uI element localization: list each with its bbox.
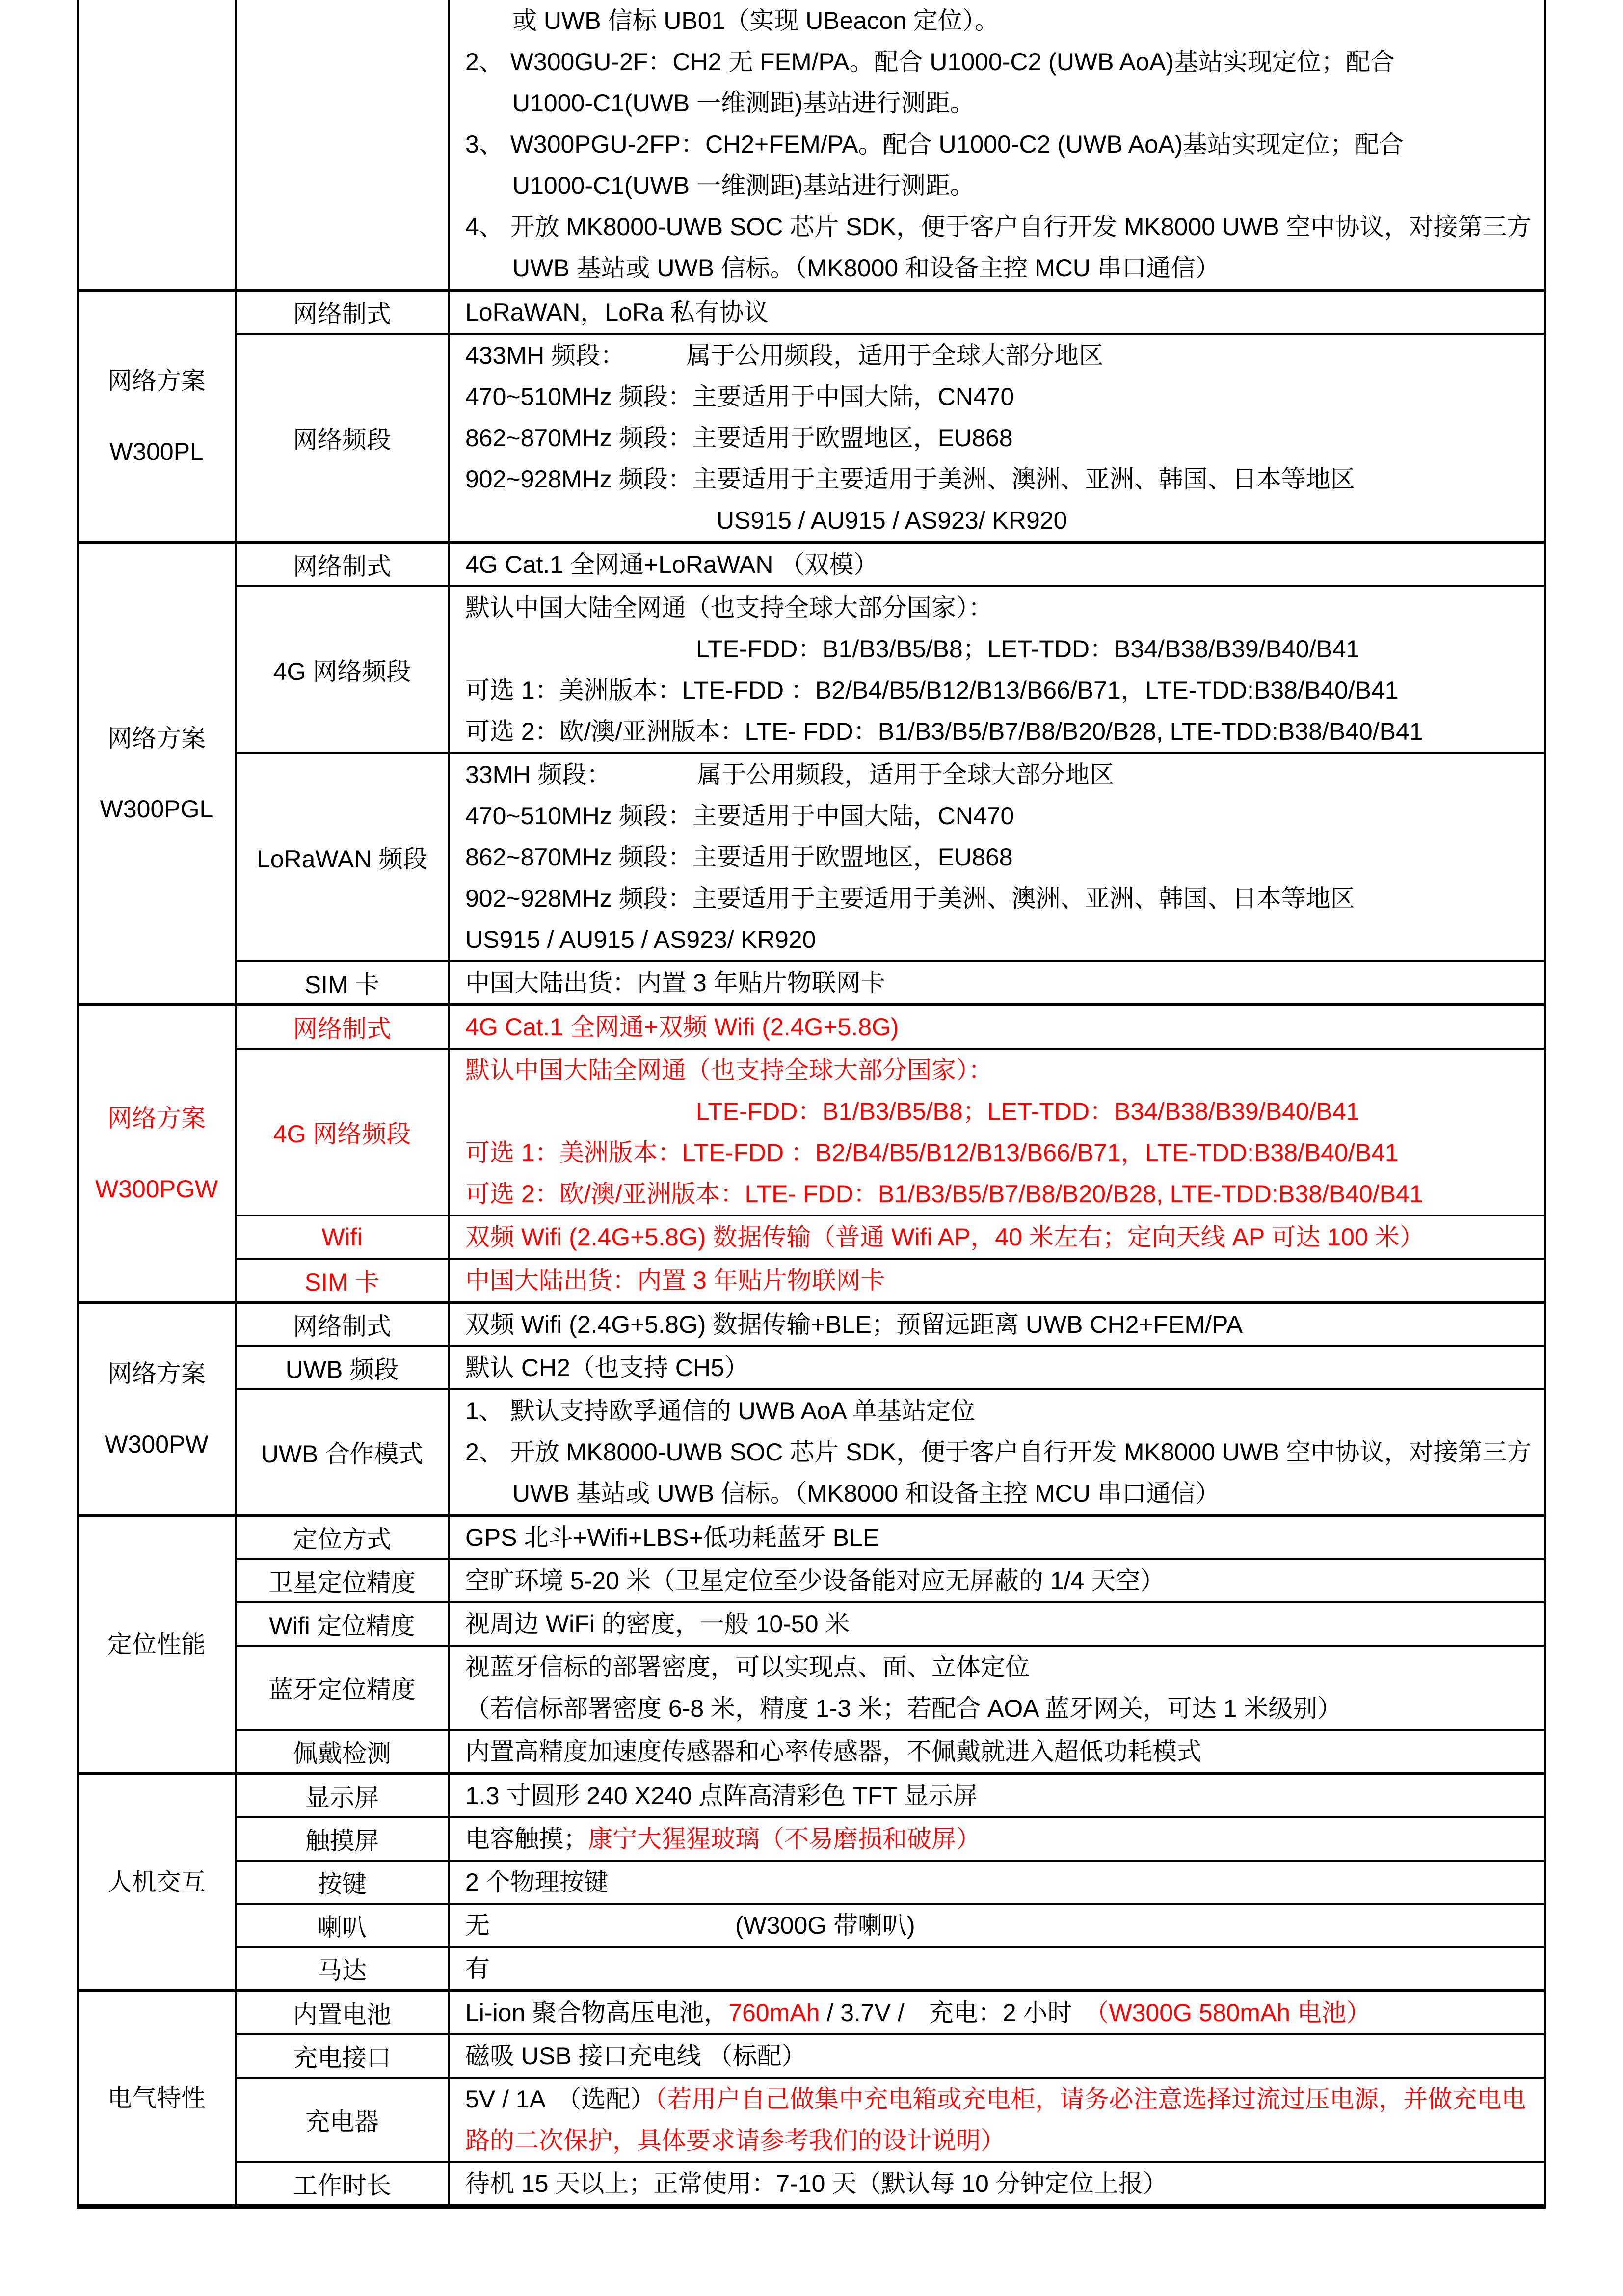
table-section-hmi (79, 1772, 1544, 1989)
table-row-electrical-charger (237, 2077, 1544, 2161)
row-label-sim-card: SIM 卡 (237, 1260, 450, 1301)
value-line (465, 1473, 1540, 1514)
text-segment: 862~870MHz 频段：主要适用于欧盟地区，EU868 (465, 424, 1013, 452)
value-line (465, 878, 1540, 919)
text-segment: 康宁大猩猩玻璃（不易磨损和破屏） (588, 1825, 981, 1853)
text-segment: （若用户自己做集中充电箱或充电柜，请务必注意选择过流过压电源，并做充电电 (655, 2085, 1526, 2113)
value-line (465, 459, 1540, 500)
row-label-lorawan-band: LoRaWAN 频段 (237, 754, 450, 960)
value-line (465, 1390, 1540, 1432)
text-segment: 有 (465, 1955, 490, 1982)
text-segment: 1、 默认支持欧孚通信的 UWB AoA 单基站定位 (465, 1397, 976, 1425)
text-segment: 视蓝牙信标的部署密度，可以实现点、面、立体定位 (465, 1653, 1030, 1681)
text-segment: LTE-FDD：B1/B3/B5/B8；LET-TDD：B34/B38/B39/B40/B41 (696, 635, 1360, 663)
row-label-speaker: 喇叭 (237, 1905, 450, 1946)
text-segment: （W300G 580mAh 电池） (1096, 1999, 1371, 2026)
category-cell-w300pl (79, 292, 237, 541)
text-segment: 中国大陆出货：内置 3 年贴片物联网卡 (465, 1267, 885, 1294)
table-section-electrical (79, 1989, 1544, 2204)
rows-electrical (237, 1992, 1544, 2204)
table-row-electrical-charging-port (237, 2033, 1544, 2077)
value-line (465, 1647, 1540, 1688)
value-line (465, 1517, 1540, 1558)
row-value-satellite-accuracy (450, 1560, 1544, 1601)
category-label: W300PL (109, 438, 204, 465)
row-label-ble-accuracy: 蓝牙定位精度 (237, 1647, 450, 1729)
text-segment: 5V / 1A （选配） (465, 2085, 655, 2113)
text-segment: U1000-C1(UWB 一维测距)基站进行测距。 (512, 172, 975, 199)
row-label-uwb-coop-mode: UWB 合作模式 (237, 1390, 450, 1514)
row-value-network-band (450, 335, 1544, 541)
row-label-wifi-accuracy: Wifi 定位精度 (237, 1603, 450, 1645)
value-line (465, 544, 1540, 585)
row-value-sim-card (450, 962, 1544, 1003)
table-section-w300pgw (79, 1003, 1544, 1301)
value-line (465, 837, 1540, 878)
table-section-w300pgl (79, 541, 1544, 1003)
row-value-speaker (450, 1905, 1544, 1946)
row-label-uwb-modes-continued (237, 0, 450, 289)
spec-table (77, 0, 1546, 2209)
table-row-w300pgw-wifi (237, 1215, 1544, 1258)
table-row-w300pgl-network-mode (237, 544, 1544, 585)
row-value-network-mode (450, 544, 1544, 585)
text-segment: US915 / AU915 / AS923/ KR920 (465, 926, 816, 953)
rows-uwb-continued (237, 0, 1544, 289)
value-line (465, 41, 1540, 82)
text-segment: LoRaWAN，LoRa 私有协议 (465, 298, 769, 326)
row-value-battery (450, 1992, 1544, 2033)
table-row-electrical-working-time (237, 2161, 1544, 2204)
value-line (465, 2079, 1540, 2120)
row-label-wifi: Wifi (237, 1216, 450, 1258)
value-line (465, 919, 1540, 960)
value-line (465, 711, 1540, 752)
row-value-network-mode (450, 1304, 1544, 1345)
value-line (465, 1050, 1540, 1091)
row-value-charging-port (450, 2035, 1544, 2077)
row-label-working-time: 工作时长 (237, 2163, 450, 2204)
table-row-w300pw-network-mode (237, 1304, 1544, 1345)
value-line (465, 335, 1540, 376)
text-segment: 760mAh (728, 1999, 820, 2026)
text-segment: 可选 2：欧/澳/亚洲版本：LTE- FDD：B1/B3/B5/B7/B8/B20/B28, LTE-TDD:B38/B40/B41 (465, 718, 1423, 745)
table-row-w300pgw-sim-card (237, 1258, 1544, 1301)
table-row-w300pl-network-mode (237, 292, 1544, 333)
text-segment: 默认中国大陆全网通（也支持全球大部分国家）： (465, 594, 993, 621)
value-line (465, 0, 1540, 41)
category-label: W300PGW (95, 1175, 218, 1203)
value-line (465, 754, 1540, 795)
text-segment: 双频 Wifi (2.4G+5.8G) 数据传输（普通 Wifi AP，40 米左右；定向天线 AP 可达 100 米） (465, 1223, 1424, 1251)
text-segment: 内置高精度加速度传感器和心率传感器，不佩戴就进入超低功耗模式 (465, 1738, 1201, 1765)
table-row-hmi-touchscreen (237, 1816, 1544, 1860)
row-label-positioning-method: 定位方式 (237, 1517, 450, 1558)
value-line (465, 165, 1540, 206)
row-label-sim-card: SIM 卡 (237, 962, 450, 1003)
row-label-network-band: 网络频段 (237, 335, 450, 541)
text-segment: 2、 开放 MK8000-UWB SOC 芯片 SDK，便于客户自行开发 MK8000 UWB 空中协议，对接第三方 (465, 1438, 1532, 1466)
text-segment: 2 个物理按键 (465, 1868, 609, 1896)
value-line (465, 1216, 1540, 1258)
rows-w300pgw (237, 1006, 1544, 1301)
text-segment: 默认 CH2（也支持 CH5） (465, 1354, 749, 1381)
row-value-buttons (450, 1862, 1544, 1903)
category-cell-w300pgw (79, 1006, 237, 1301)
value-line (465, 1905, 1540, 1946)
text-segment: UWB 基站或 UWB 信标。（MK8000 和设备主控 MCU 串口通信） (512, 254, 1220, 282)
text-segment: 902~928MHz 频段：主要适用于主要适用于美洲、澳洲、亚洲、韩国、日本等地区 (465, 465, 1355, 493)
table-row-positioning-positioning-method (237, 1517, 1544, 1558)
value-line (465, 587, 1540, 628)
category-label: 定位性能 (107, 1631, 206, 1658)
table-section-w300pw (79, 1301, 1544, 1514)
text-segment: 视周边 WiFi 的密度，一般 10-50 米 (465, 1610, 850, 1638)
row-value-charger (450, 2079, 1544, 2161)
value-line (465, 206, 1540, 247)
text-segment: 1.3 寸圆形 240 X240 点阵高清彩色 TFT 显示屏 (465, 1782, 978, 1810)
table-row-hmi-speaker (237, 1903, 1544, 1946)
category-label: W300PGL (100, 795, 213, 823)
row-value-display (450, 1775, 1544, 1816)
row-value-touchscreen (450, 1818, 1544, 1860)
value-line (465, 2120, 1540, 2161)
row-value-4g-network-band (450, 1050, 1544, 1215)
text-segment: 中国大陆出货：内置 3 年贴片物联网卡 (465, 969, 885, 997)
text-segment: 4G Cat.1 全网通+LoRaWAN （双模） (465, 551, 878, 578)
category-label: W300PW (105, 1431, 209, 1458)
value-line (465, 124, 1540, 165)
value-line (465, 2035, 1540, 2077)
table-row-uwb-continued-uwb-modes-continued (237, 0, 1544, 289)
category-label: 网络方案 (107, 367, 206, 395)
category-label: 人机交互 (107, 1868, 206, 1896)
table-row-w300pw-uwb-coop-mode (237, 1388, 1544, 1514)
value-line (465, 1775, 1540, 1816)
row-label-4g-network-band: 4G 网络频段 (237, 587, 450, 752)
value-line (465, 1731, 1540, 1772)
rows-w300pgl (237, 544, 1544, 1003)
category-cell-w300pgl (79, 544, 237, 1003)
category-label: 电气特性 (107, 2084, 206, 2112)
row-value-positioning-method (450, 1517, 1544, 1558)
table-row-w300pgl-4g-network-band (237, 585, 1544, 752)
value-line (465, 1006, 1540, 1048)
text-segment: 电容触摸； (465, 1825, 588, 1853)
category-cell-hmi (79, 1775, 237, 1989)
text-segment: UWB 基站或 UWB 信标。（MK8000 和设备主控 MCU 串口通信） (512, 1480, 1220, 1507)
row-label-network-mode: 网络制式 (237, 1006, 450, 1048)
value-line (465, 1862, 1540, 1903)
value-line (465, 795, 1540, 837)
row-label-touchscreen: 触摸屏 (237, 1818, 450, 1860)
row-value-wear-detection (450, 1731, 1544, 1772)
value-line (465, 1260, 1540, 1301)
text-segment: 路的二次保护，具体要求请参考我们的设计说明） (465, 2127, 1005, 2154)
text-segment: 862~870MHz 频段：主要适用于欧盟地区，EU868 (465, 843, 1013, 871)
text-segment: 待机 15 天以上；正常使用：7-10 天（默认每 10 分钟定位上报） (465, 2170, 1168, 2197)
row-value-sim-card (450, 1260, 1544, 1301)
row-value-uwb-band (450, 1347, 1544, 1388)
value-line (465, 82, 1540, 124)
text-segment: 902~928MHz 频段：主要适用于主要适用于美洲、澳洲、亚洲、韩国、日本等地区 (465, 885, 1355, 912)
row-label-4g-network-band: 4G 网络频段 (237, 1050, 450, 1215)
category-cell-positioning (79, 1517, 237, 1772)
table-row-hmi-display (237, 1775, 1544, 1816)
row-value-wifi (450, 1216, 1544, 1258)
table-row-w300pgl-sim-card (237, 960, 1544, 1003)
text-segment: 空旷环境 5-20 米（卫星定位至少设备能对应无屏蔽的 1/4 天空） (465, 1567, 1165, 1594)
table-section-positioning (79, 1514, 1544, 1772)
row-label-motor: 马达 (237, 1948, 450, 1989)
table-row-positioning-ble-accuracy (237, 1645, 1544, 1729)
row-label-charger: 充电器 (237, 2079, 450, 2161)
value-line (465, 1304, 1540, 1345)
row-label-display: 显示屏 (237, 1775, 450, 1816)
row-label-network-mode: 网络制式 (237, 1304, 450, 1345)
value-line (465, 2163, 1540, 2204)
text-segment: 可选 1：美洲版本：LTE-FDD ：B2/B4/B5/B12/B13/B66/B71，LTE-TDD:B38/B40/B41 (465, 1139, 1399, 1166)
text-segment: U1000-C1(UWB 一维测距)基站进行测距。 (512, 89, 975, 117)
value-line (465, 376, 1540, 417)
text-segment: / 3.7V / 充电：2 小时 (820, 1999, 1097, 2026)
row-value-4g-network-band (450, 587, 1544, 752)
text-segment: 4G Cat.1 全网通+双频 Wifi (2.4G+5.8G) (465, 1013, 899, 1041)
text-segment: （若信标部署密度 6-8 米，精度 1-3 米；若配合 AOA 蓝牙网关，可达 1 米级别） (465, 1695, 1342, 1722)
value-line (465, 1347, 1540, 1388)
row-value-ble-accuracy (450, 1647, 1544, 1729)
category-label: 网络方案 (107, 725, 206, 752)
category-label: 网络方案 (107, 1360, 206, 1387)
value-line (465, 417, 1540, 459)
category-cell-uwb-continued (79, 0, 237, 289)
text-segment: 双频 Wifi (2.4G+5.8G) 数据传输+BLE；预留远距离 UWB CH2+FEM/PA (465, 1311, 1243, 1338)
value-line (465, 292, 1540, 333)
row-value-wifi-accuracy (450, 1603, 1544, 1645)
row-value-working-time (450, 2163, 1544, 2204)
row-value-lorawan-band (450, 754, 1544, 960)
rows-hmi (237, 1775, 1544, 1989)
row-label-network-mode: 网络制式 (237, 544, 450, 585)
row-value-motor (450, 1948, 1544, 1989)
category-cell-electrical (79, 1992, 237, 2204)
text-segment: 可选 1：美洲版本：LTE-FDD ：B2/B4/B5/B12/B13/B66/B71，LTE-TDD:B38/B40/B41 (465, 676, 1399, 704)
category-cell-w300pw (79, 1304, 237, 1514)
row-value-uwb-coop-mode (450, 1390, 1544, 1514)
value-line (465, 1432, 1540, 1473)
value-line (465, 1948, 1540, 1989)
value-line (465, 1560, 1540, 1601)
table-row-w300pgl-lorawan-band (237, 752, 1544, 960)
table-section-uwb-continued (79, 0, 1544, 289)
value-line (465, 670, 1540, 711)
table-row-w300pgw-network-mode (237, 1006, 1544, 1048)
row-value-network-mode (450, 1006, 1544, 1048)
value-line (465, 1992, 1540, 2033)
row-value-network-mode (450, 292, 1544, 333)
value-line (465, 628, 1540, 670)
table-row-electrical-battery (237, 1992, 1544, 2033)
value-line (465, 500, 1540, 541)
text-segment: 磁吸 USB 接口充电线 （标配） (465, 2042, 806, 2070)
row-value-uwb-modes-continued (450, 0, 1544, 289)
text-segment: 无 (W300G 带喇叭) (465, 1912, 915, 1939)
value-line (465, 1818, 1540, 1860)
table-section-w300pl (79, 289, 1544, 541)
category-label: 网络方案 (107, 1105, 206, 1132)
row-label-buttons: 按键 (237, 1862, 450, 1903)
text-segment: 470~510MHz 频段：主要适用于中国大陆，CN470 (465, 802, 1014, 830)
value-line (465, 1091, 1540, 1132)
text-segment: 默认中国大陆全网通（也支持全球大部分国家）： (465, 1056, 993, 1084)
text-segment: 可选 2：欧/澳/亚洲版本：LTE- FDD：B1/B3/B5/B7/B8/B20/B28, LTE-TDD:B38/B40/B41 (465, 1180, 1423, 1208)
table-row-positioning-satellite-accuracy (237, 1558, 1544, 1601)
row-label-uwb-band: UWB 频段 (237, 1347, 450, 1388)
row-label-wear-detection: 佩戴检测 (237, 1731, 450, 1772)
text-segment: US915 / AU915 / AS923/ KR920 (717, 507, 1067, 534)
table-row-w300pgw-4g-network-band (237, 1048, 1544, 1215)
table-row-positioning-wear-detection (237, 1729, 1544, 1772)
rows-w300pw (237, 1304, 1544, 1514)
text-segment: GPS 北斗+Wifi+LBS+低功耗蓝牙 BLE (465, 1524, 879, 1551)
row-label-network-mode: 网络制式 (237, 292, 450, 333)
text-segment: LTE-FDD：B1/B3/B5/B8；LET-TDD：B34/B38/B39/B40/B41 (696, 1098, 1360, 1125)
text-segment: 4、 开放 MK8000-UWB SOC 芯片 SDK，便于客户自行开发 MK8000 UWB 空中协议，对接第三方 (465, 213, 1532, 241)
rows-w300pl (237, 292, 1544, 541)
value-line (465, 1688, 1540, 1729)
text-segment: Li-ion 聚合物高压电池， (465, 1999, 729, 2026)
table-row-w300pl-network-band (237, 333, 1544, 541)
table-row-hmi-motor (237, 1946, 1544, 1989)
value-line (465, 1173, 1540, 1215)
text-segment: 433MH 频段： 属于公用频段，适用于全球大部分地区 (465, 342, 1104, 369)
row-label-satellite-accuracy: 卫星定位精度 (237, 1560, 450, 1601)
value-line (465, 1132, 1540, 1173)
text-segment: 或 UWB 信标 UB01（实现 UBeacon 定位）。 (512, 7, 999, 34)
table-row-positioning-wifi-accuracy (237, 1601, 1544, 1645)
table-row-w300pw-uwb-band (237, 1345, 1544, 1388)
row-label-charging-port: 充电接口 (237, 2035, 450, 2077)
text-segment: 3、 W300PGU-2FP：CH2+FEM/PA。配合 U1000-C2 (UWB AoA)基站实现定位；配合 (465, 131, 1404, 158)
text-segment: 33MH 频段： 属于公用频段，适用于全球大部分地区 (465, 761, 1115, 788)
table-row-hmi-buttons (237, 1860, 1544, 1903)
text-segment: 2、 W300GU-2F：CH2 无 FEM/PA。配合 U1000-C2 (UWB AoA)基站实现定位；配合 (465, 48, 1395, 76)
value-line (465, 962, 1540, 1003)
value-line (465, 247, 1540, 289)
text-segment: 470~510MHz 频段：主要适用于中国大陆，CN470 (465, 383, 1014, 410)
row-label-battery: 内置电池 (237, 1992, 450, 2033)
value-line (465, 1603, 1540, 1645)
rows-positioning (237, 1517, 1544, 1772)
